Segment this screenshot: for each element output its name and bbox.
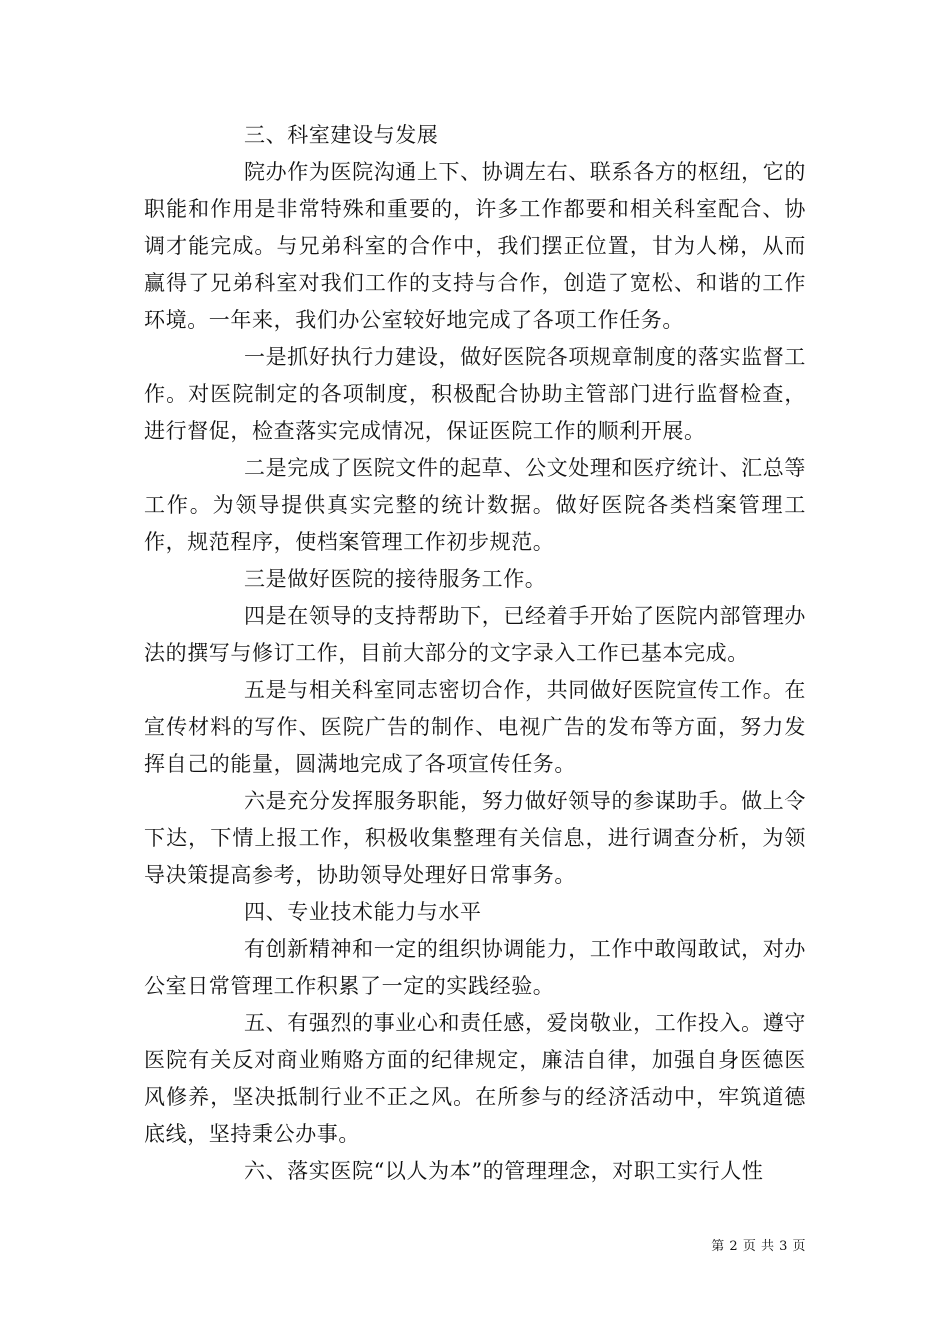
paragraph: 五、有强烈的事业心和责任感，爱岗敬业，工作投入。遵守医院有关反对商业贿赂方面的纪律规定，廉洁自律，加强自身医德医风修养，坚决抵制行业不正之风。在所参与的经济活动中，牢筑道德底线，坚持秉公办事。 xyxy=(144,1011,806,1146)
paragraph: 四是在领导的支持帮助下，已经着手开始了医院内部管理办法的撰写与修订工作，目前大部分的文字录入工作已基本完成。 xyxy=(144,604,806,665)
paragraph: 五是与相关科室同志密切合作，共同做好医院宣传工作。在宣传材料的写作、医院广告的制作、电视广告的发布等方面，努力发挥自己的能量，圆满地完成了各项宣传任务。 xyxy=(144,678,806,776)
section-heading-3: 三、科室建设与发展 xyxy=(244,123,439,147)
page-number: 第 2 页 共 3 页 xyxy=(711,1239,806,1254)
paragraph: 三是做好医院的接待服务工作。 xyxy=(244,567,547,591)
paragraph: 二是完成了医院文件的起草、公文处理和医疗统计、汇总等工作。为领导提供真实完整的统计数据。做好医院各类档案管理工作，规范程序，使档案管理工作初步规范。 xyxy=(144,456,806,554)
paragraph: 六、落实医院“以人为本”的管理理念，对职工实行人性 xyxy=(244,1159,764,1183)
document-body xyxy=(144,117,806,1190)
paragraph: 有创新精神和一定的组织协调能力，工作中敢闯敢试，对办公室日常管理工作积累了一定的实践经验。 xyxy=(144,937,806,998)
paragraph: 六是充分发挥服务职能，努力做好领导的参谋助手。做上令下达，下情上报工作，积极收集整理有关信息，进行调查分析，为领导决策提高参考，协助领导处理好日常事务。 xyxy=(144,789,806,887)
paragraph: 院办作为医院沟通上下、协调左右、联系各方的枢纽，它的职能和作用是非常特殊和重要的，许多工作都要和相关科室配合、协调才能完成。与兄弟科室的合作中，我们摆正位置，甘为人梯，从而赢得了兄弟科室对我们工作的支持与合作，创造了宽松、和谐的工作环境。一年来，我们办公室较好地完成了各项工作任务。 xyxy=(144,160,806,332)
paragraph: 一是抓好执行力建设，做好医院各项规章制度的落实监督工作。对医院制定的各项制度，积极配合协助主管部门进行监督检查，进行督促，检查落实完成情况，保证医院工作的顺利开展。 xyxy=(144,345,806,443)
section-heading-4: 四、专业技术能力与水平 xyxy=(244,900,482,924)
